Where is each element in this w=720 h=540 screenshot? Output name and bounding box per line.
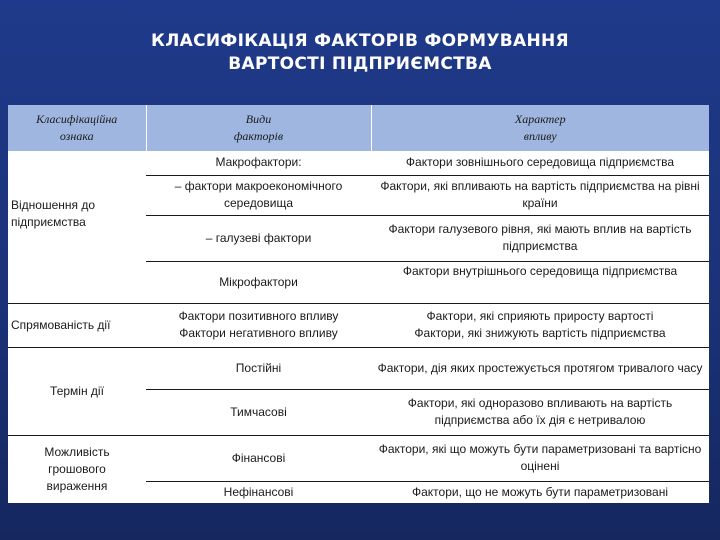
- effect-macro: Фактори зовнішнього середовища підприємства: [371, 151, 709, 175]
- header-row: [8, 105, 709, 151]
- factor-macro: Макрофактори:: [146, 151, 371, 175]
- category-money-line1: Можливість: [44, 444, 110, 459]
- header-col2-line1: Види: [245, 112, 272, 126]
- category-relation: Відношення до підприємства: [8, 151, 146, 303]
- table-row: [8, 151, 709, 175]
- effect-industry: Фактори галузевого рівня, які мають вплив на вартість підприємства: [371, 215, 709, 261]
- classification-table: [8, 105, 709, 503]
- header-classification-sign: [8, 105, 146, 151]
- header-col3-line1: Характер: [514, 112, 566, 126]
- header-col1-line2: ознака: [59, 129, 94, 143]
- header-col2-line2: факторів: [233, 129, 284, 143]
- factor-micro: Мікрофактори: [146, 261, 371, 303]
- category-money-line3: вираження: [46, 478, 108, 493]
- table-row: [8, 435, 709, 481]
- title-line-1: КЛАСИФІКАЦІЯ ФАКТОРІВ ФОРМУВАННЯ: [151, 31, 569, 51]
- category-term: Термін дії: [8, 347, 146, 435]
- factor-macroeconomic: – фактори макроекономічного середовища: [146, 175, 371, 215]
- table-row: [8, 347, 709, 389]
- effect-positive: Фактори, які сприяють приросту вартості: [426, 309, 654, 323]
- factor-positive: Фактори позитивного впливу: [178, 309, 339, 323]
- effect-nonfinancial: Фактори, що не можуть бути параметризовані: [371, 481, 709, 503]
- effect-negative: Фактори, які знижують вартість підприємства: [414, 326, 666, 340]
- effect-permanent: Фактори, дія яких простежується протягом тривалого часу: [371, 347, 709, 389]
- factor-negative: Фактори негативного впливу: [179, 326, 338, 340]
- table-row: [8, 303, 709, 347]
- factor-financial: Фінансові: [146, 435, 371, 481]
- header-factor-types: [146, 105, 371, 151]
- effect-direction-group: [371, 303, 709, 347]
- slide-title: [0, 30, 720, 76]
- category-direction: Спрямованість дії: [8, 303, 146, 347]
- effect-financial: Фактори, які що можуть бути параметризовані та вартісно оцінені: [371, 435, 709, 481]
- effect-temporary: Фактори, які одноразово впливають на вартість підприємства або їх дія є нетривалою: [371, 389, 709, 435]
- factor-permanent: Постійні: [146, 347, 371, 389]
- factor-direction-group: [146, 303, 371, 347]
- header-col3-line2: впливу: [523, 129, 557, 143]
- effect-micro: Фактори внутрішнього середовища підприємства: [371, 261, 709, 303]
- category-money-line2: грошового: [48, 461, 106, 476]
- header-col1-line1: Класифікаційна: [36, 112, 118, 126]
- title-line-2: ВАРТОСТІ ПІДПРИЄМСТВА: [228, 54, 492, 74]
- factor-temporary: Тимчасові: [146, 389, 371, 435]
- factor-industry: – галузеві фактори: [146, 215, 371, 261]
- factor-nonfinancial: Нефінансові: [146, 481, 371, 503]
- effect-macroeconomic: Фактори, які впливають на вартість підприємства на рівні країни: [371, 175, 709, 215]
- category-money-expression: [8, 435, 146, 503]
- header-impact-nature: [371, 105, 709, 151]
